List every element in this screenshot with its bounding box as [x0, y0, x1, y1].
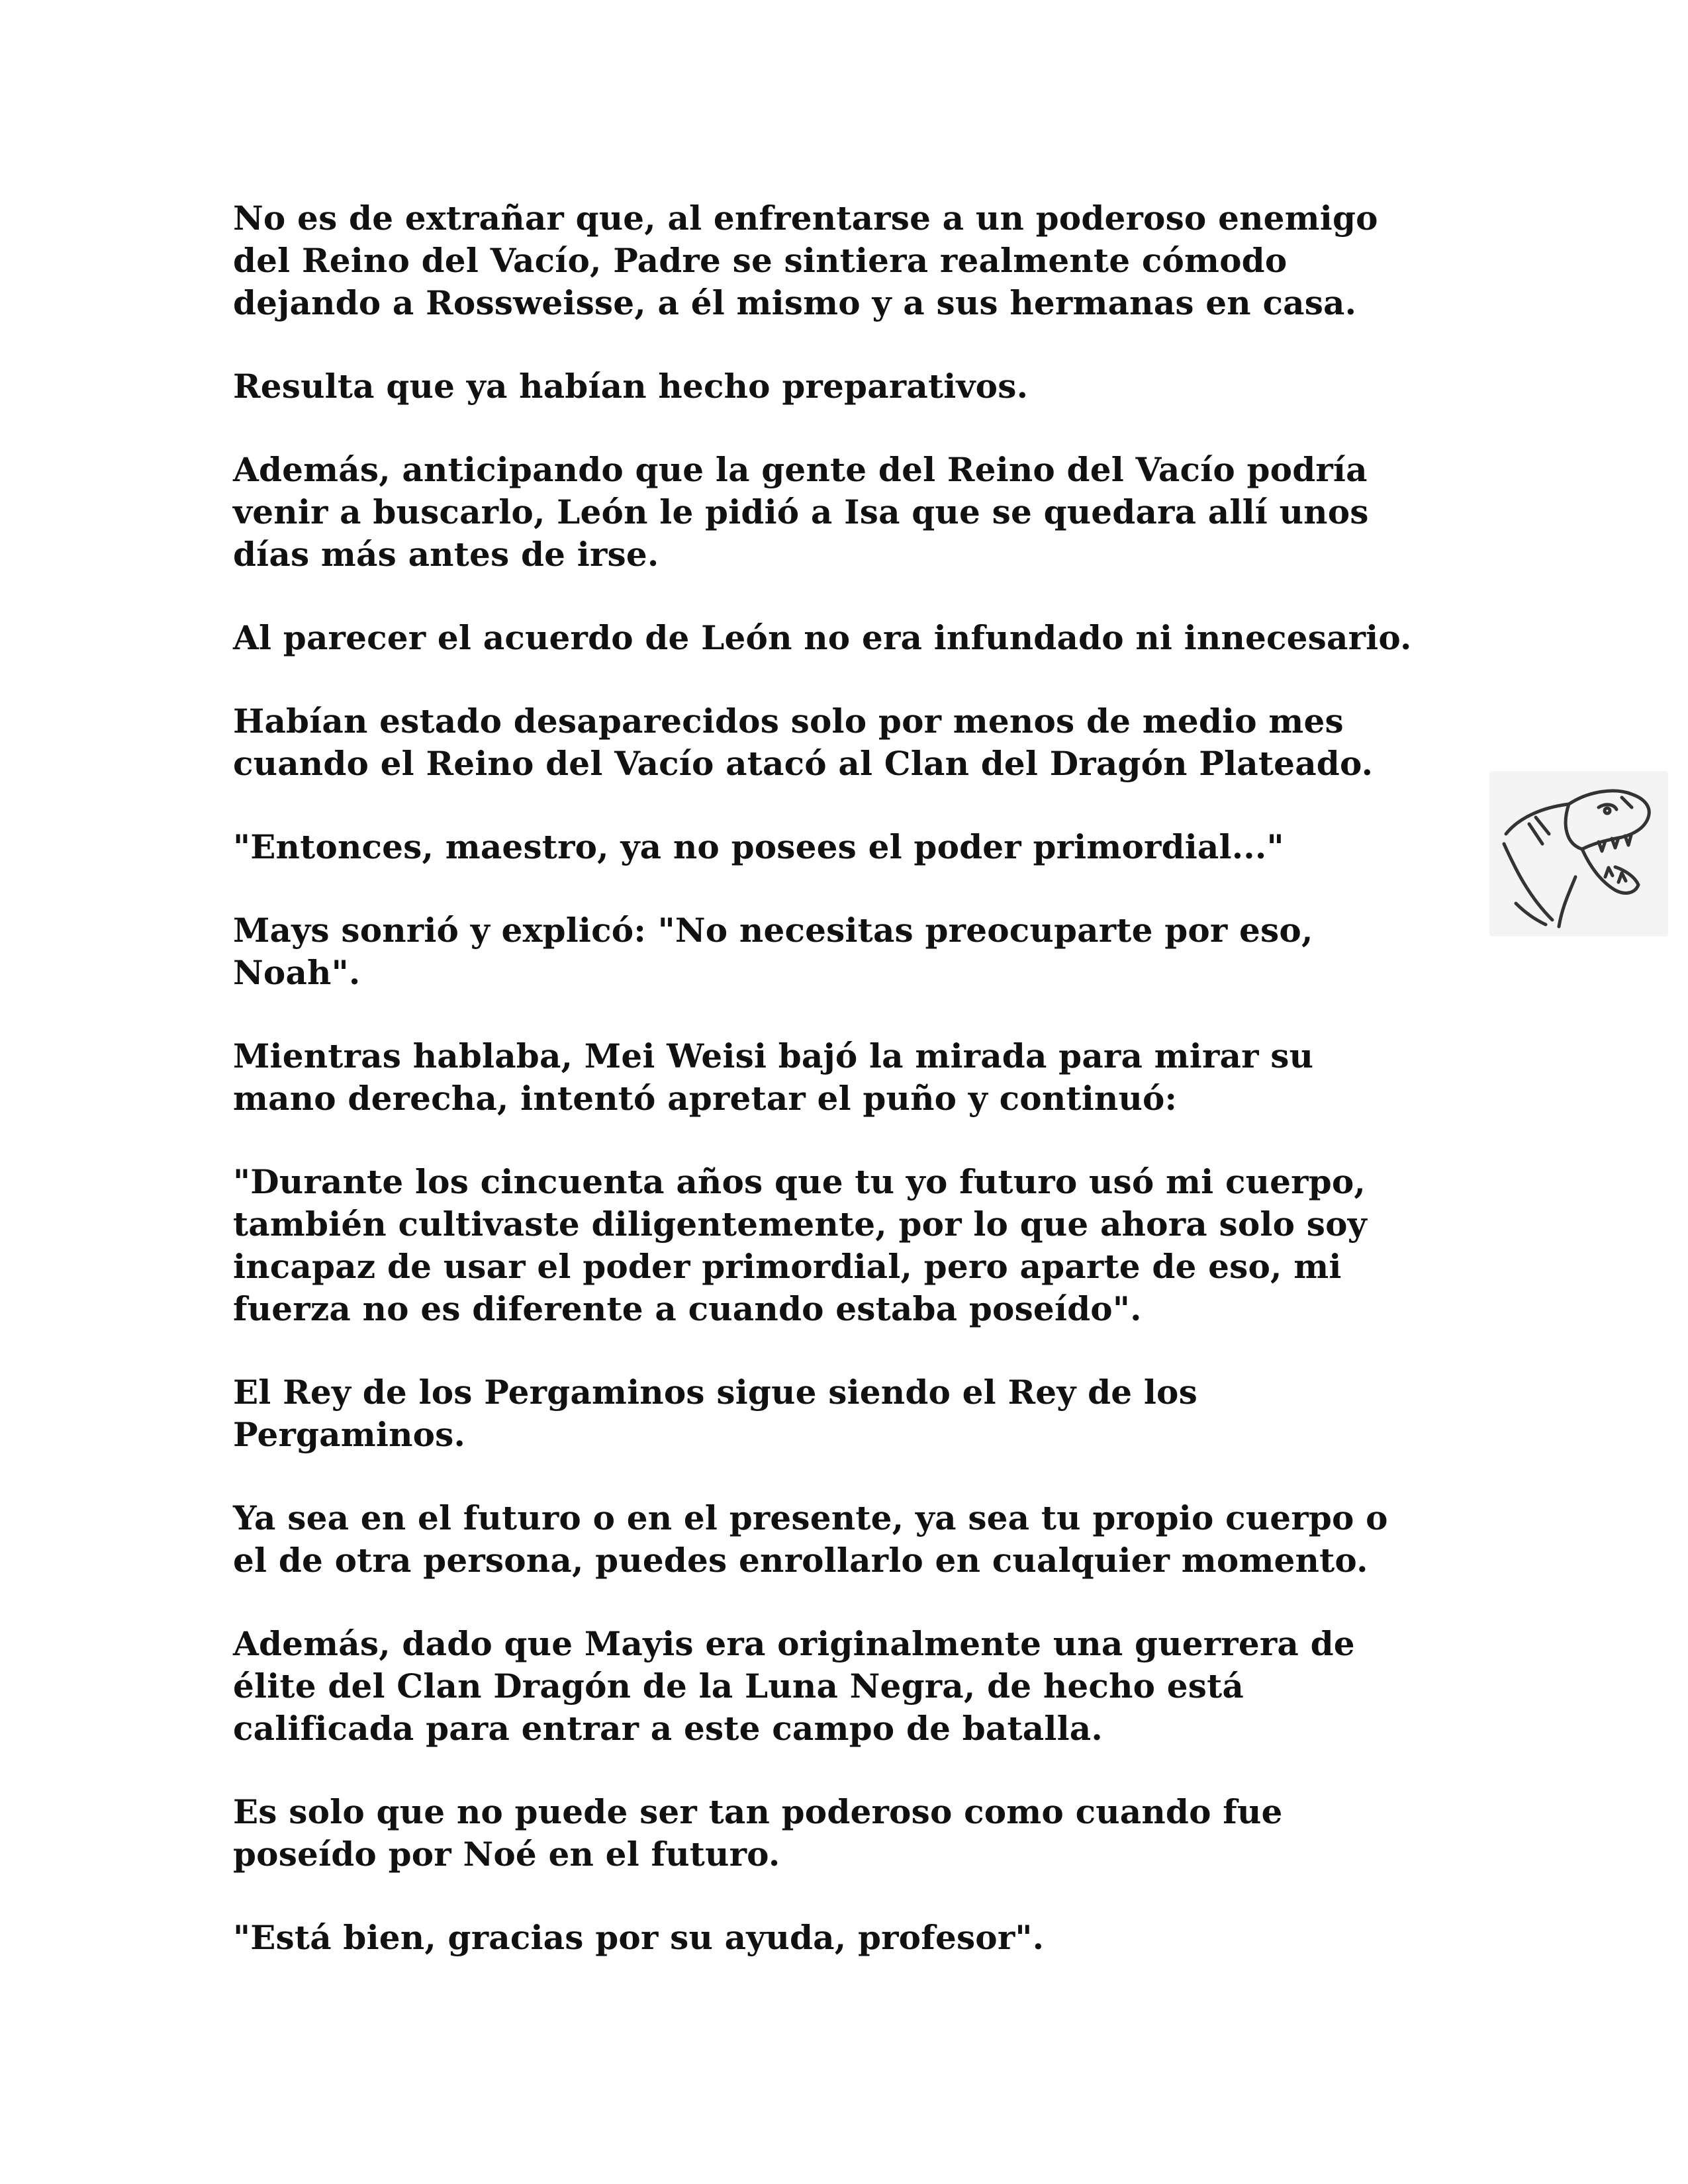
paragraph: Habían estado desaparecidos solo por menos de medio mes cuando el Reino del Vacío atacó al Clan del Dragón Plateado.	[233, 702, 1374, 783]
paragraph: No es de extrañar que, al enfrentarse a un poderoso enemigo del Reino del Vacío, Padre se sintiera realmente cómodo dejando a Rossweisse, a él mismo y a sus hermanas en casa.	[233, 199, 1378, 322]
paragraph: Al parecer el acuerdo de León no era infundado ni innecesario.	[233, 618, 1412, 657]
paragraph: Mientras hablaba, Mei Weisi bajó la mirada para mirar su mano derecha, intentó apretar el puño y continuó:	[233, 1036, 1314, 1118]
body-text	[233, 197, 1491, 1959]
paragraph: Además, anticipando que la gente del Reino del Vacío podría venir a buscarlo, León le pidió a Isa que se quedara allí unos días más antes de irse.	[233, 450, 1369, 574]
paragraph: "Está bien, gracias por su ayuda, profesor".	[233, 1918, 1045, 1957]
paragraph: Ya sea en el futuro o en el presente, ya sea tu propio cuerpo o el de otra persona, puedes enrollarlo en cualquier momento.	[233, 1498, 1388, 1580]
dinosaur-sketch-icon	[1489, 771, 1668, 936]
paragraph: Resulta que ya habían hecho preparativos.	[233, 367, 1029, 406]
paragraph: El Rey de los Pergaminos sigue siendo el Rey de los Pergaminos.	[233, 1373, 1197, 1454]
paragraph: "Entonces, maestro, ya no posees el poder primordial..."	[233, 827, 1284, 866]
paragraph: Además, dado que Mayis era originalmente una guerrera de élite del Clan Dragón de la Luna Negra, de hecho está calificada para entrar a este campo de batalla.	[233, 1624, 1355, 1748]
paragraph: Es solo que no puede ser tan poderoso como cuando fue poseído por Noé en el futuro.	[233, 1792, 1283, 1874]
paragraph: Mays sonrió y explicó: "No necesitas preocuparte por eso, Noah".	[233, 911, 1313, 992]
paragraph: "Durante los cincuenta años que tu yo futuro usó mi cuerpo, también cultivaste diligentemente, por lo que ahora solo soy incapaz de usar el poder primordial, pero aparte de eso, mi fuerza no es diferente a cuando estaba poseído".	[233, 1162, 1367, 1328]
